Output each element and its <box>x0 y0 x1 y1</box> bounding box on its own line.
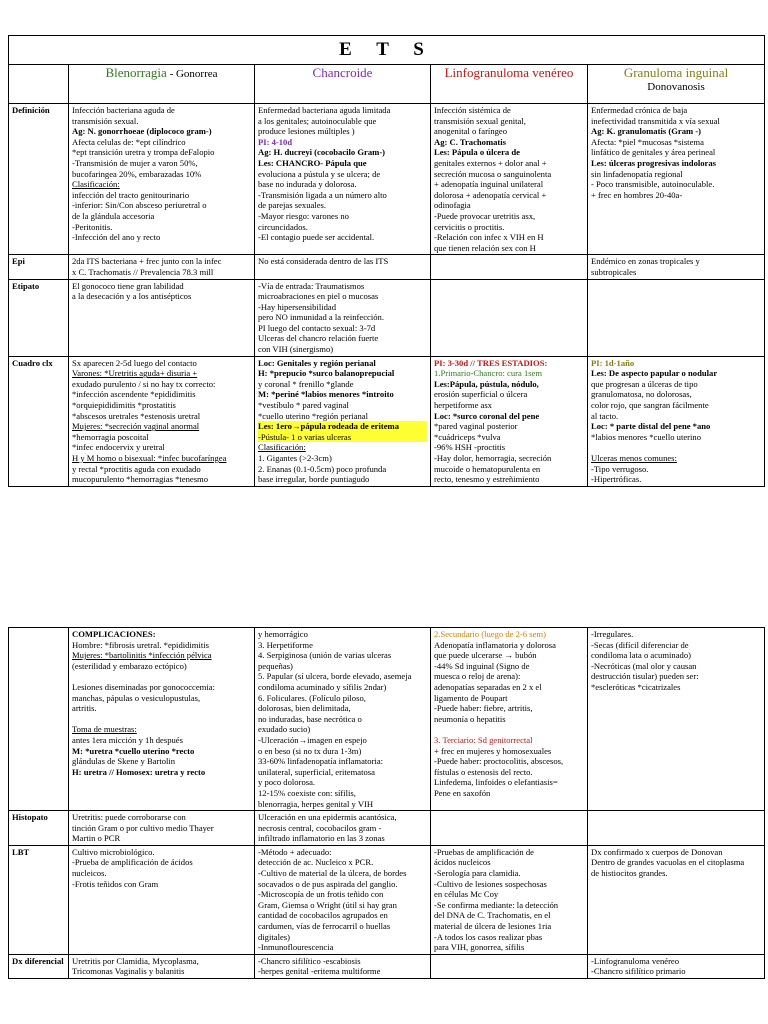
cell-line: -Puede provocar uretritis asx, <box>434 210 536 221</box>
cell-line: de histiocitos grandes. <box>591 868 668 879</box>
cell-line: Martin o PCR <box>72 833 121 844</box>
cell-line: *infec endocervix y uretral <box>72 442 165 453</box>
cell-line: Les: Pápula o úlcera de <box>434 147 520 158</box>
cell-line: -Hay hipersensibilidad <box>258 301 337 312</box>
cell-line: base no indurada y dolorosa. <box>258 179 357 190</box>
cell-line: -Hipertróficas. <box>591 474 642 485</box>
row-label: Definición <box>9 104 69 255</box>
cell-line: recto, tenesmo y estreñimiento <box>434 474 540 485</box>
cell-line: -Puede haber: proctocolitis, abscesos, <box>434 756 564 767</box>
cell-line: *vestíbulo * pared vaginal <box>258 400 349 411</box>
cell-line: para VIH, gonorrea, sífilis <box>434 942 525 953</box>
cell-line: Clasificación: <box>258 442 306 453</box>
cell-line: produce lesiones múltiples ) <box>258 126 355 137</box>
cell <box>431 954 588 978</box>
cell-line <box>72 671 251 682</box>
cell-line: detección de ac. Nucleico x PCR. <box>258 857 374 868</box>
row-label: Cuadro clx <box>9 356 69 486</box>
cell-line: dolorosa + adenopatía cervical + <box>434 189 547 200</box>
cell-line: no induradas, base necrótica o <box>258 713 362 724</box>
cell-line: PI: 1d-1año <box>591 357 635 368</box>
cell-line: condiloma acuminado y sífilis 2ndar) <box>258 681 387 692</box>
cell-line: mucopurulento *hemorragias *tenesmo <box>72 474 209 485</box>
cell <box>255 628 431 811</box>
cell-line: M: *uretra *cuello uterino *recto <box>72 745 195 756</box>
cell <box>255 279 431 356</box>
cell-line: COMPLICACIONES: <box>72 629 156 639</box>
cell-line: y coronal * frenillo *glande <box>258 378 354 389</box>
cell-line: Varones: *Uretritis aguda+ disuria + <box>72 368 198 379</box>
cell-line: 1. Gigantes (>2-3cm) <box>258 453 332 463</box>
cell-line: inefectividad transmitida x vía sexual <box>591 115 720 126</box>
cell-line: Cultivo microbiológico. <box>72 846 155 857</box>
cell-line: Clasificación: <box>72 179 120 190</box>
ets-table-part-1 <box>8 35 765 487</box>
cell-line: -Puede haber: fiebre, artritis, <box>434 703 533 714</box>
cell-line: -Transmisión de mujer a varon 50%, <box>72 157 198 168</box>
cell-line: -Relación con infec x VIH en H <box>434 232 544 243</box>
cell-line: microabraciones en piel o mucosas <box>258 291 379 302</box>
cell-line: 12-15% coexiste con: sífilis, <box>258 787 356 798</box>
cell-line: -inferior: Sin/Con absceso periuretral o <box>72 200 207 211</box>
cell <box>69 811 255 846</box>
ets-table-part-2 <box>8 627 765 979</box>
cell-line: cantidad de cocobacilos agrupados en <box>258 910 388 921</box>
cell-line: 2da ITS bacteriana + frec junto con la infec <box>72 256 222 267</box>
cell-line: H: *prepucio *surco balanoprepucial <box>258 368 395 379</box>
cell-line: al tacto. <box>591 410 619 421</box>
cell <box>69 356 255 486</box>
cell-line: fístulas o estenosis del recto. <box>434 766 533 777</box>
cell-line: -Inmunoflourescencia <box>258 942 334 953</box>
cell-line: -Pústula- 1 o varias ulceras <box>258 432 427 443</box>
cell-line: *cuádriceps *vulva <box>434 431 501 442</box>
cell <box>255 954 431 978</box>
header-chancroide: Chancroide <box>255 65 431 104</box>
cell-line: infección del tracto genitourinario <box>72 189 190 200</box>
row-cuadro-clx <box>9 356 765 486</box>
row-complicaciones <box>9 628 765 811</box>
cell-line: adenopatías separadas en 2 x el <box>434 681 542 692</box>
cell-line: -Cultivo de material de la úlcera, de bordes <box>258 868 407 879</box>
cell-line: Ulceras menos comunes: <box>591 453 677 463</box>
cell-line: exudado sucio) <box>258 724 311 735</box>
cell <box>255 356 431 486</box>
cell-line: transmisión sexual. <box>72 115 139 126</box>
cell-line: erosión superficial o úlcera <box>434 389 528 400</box>
cell-line: circuncidados. <box>258 221 308 232</box>
cell-line: No está considerada dentro de las ITS <box>258 256 389 267</box>
cell-line: 2.Secundario (luego de 2-6 sem) <box>434 629 546 639</box>
cell <box>69 255 255 279</box>
cell-line: Mujeres: *secreción vaginal anormal <box>72 421 200 432</box>
cell <box>431 845 588 954</box>
cell <box>588 356 765 486</box>
cell-line: PI: 4-10d <box>258 136 293 147</box>
cell-line: 5. Papular (sí ulcera, borde elevado, asemeja <box>258 671 412 682</box>
cell-line: en células Mc Coy <box>434 889 499 900</box>
cell-line: color rojo, que sangran fácilmente <box>591 400 709 411</box>
cell-line: -Chancro sifilítico -escabiosis <box>258 955 361 966</box>
cell <box>431 279 588 356</box>
row-label: Histopato <box>9 811 69 846</box>
row-label: LBT <box>9 845 69 954</box>
cell <box>431 104 588 255</box>
cell-line: Dx confirmado x cuerpos de Donovan <box>591 846 723 857</box>
cell <box>588 104 765 255</box>
cell-line: -Peritonitis. <box>72 221 113 232</box>
cell-line: y poco dolorosa. <box>258 777 316 788</box>
cell-line: 1.Primario-Chancro: cura 1sem <box>434 368 543 379</box>
cell-line: dolorosas, bien delimitada, <box>258 703 351 714</box>
cell-line: neumonía o hepatitis <box>434 713 506 724</box>
cell-line: que puede ulcerarse → bubón <box>434 650 537 661</box>
cell-line: *ept transición uretra y trompa deFalopio <box>72 147 215 158</box>
cell-line: evoluciona a pústula y se ulcera; de <box>258 168 381 179</box>
cell-line: *labios menores *cuello uterino <box>591 431 702 442</box>
cell <box>588 954 765 978</box>
cell-line: Ulceras del chancro relación fuerte <box>258 333 379 344</box>
cell-line: Toma de muestras: <box>72 724 137 735</box>
cell-line: -Irregulares. <box>591 629 634 639</box>
cell-line: con VIH (sinergismo) <box>258 344 334 355</box>
cell-line: 2. Enanas (0.1-0.5cm) poco profunda <box>258 463 387 474</box>
cell-line: glándulas de Skene y Bartolin <box>72 756 176 767</box>
cell-line: -Infección del ano y recto <box>72 232 161 243</box>
cell <box>69 628 255 811</box>
cell-line: H: uretra // Homosex: uretra y recto <box>72 766 206 777</box>
cell-line: -Transmisión ligada a un número alto <box>258 189 387 200</box>
cell-line: Les:Pápula, pústula, nódulo, <box>434 378 539 389</box>
cell-line: -Mayor riesgo: varones no <box>258 210 349 221</box>
cell-line: Les: De aspecto papular o nodular <box>591 368 718 379</box>
cell <box>255 845 431 954</box>
cell-line: y hemorrágico <box>258 629 308 639</box>
document-title: E T S <box>9 36 765 65</box>
cell-line: + adenopatía inguinal unilateral <box>434 179 544 190</box>
row-dx-diferencial <box>9 954 765 978</box>
cell-line: -Microscopía de un frotis teñido con <box>258 889 384 900</box>
cell-line: Enfermedad bacteriana aguda limitada <box>258 105 391 115</box>
cell-line: -Cultivo de lesiones sospechosas <box>434 878 547 889</box>
cell-line: PI: 3-30d // TRES ESTADIOS: <box>434 357 548 368</box>
cell-line: -Hay dolor, hemorragia, secreción <box>434 453 552 463</box>
cell-line: PI luego del contacto sexual: 3-7d <box>258 322 376 333</box>
cell-line: del DNA de C. Trachomatis, en el <box>434 910 551 921</box>
cell-line: ligamento de Poupart <box>434 692 508 703</box>
cell-line: que tienen relación sex con H <box>434 242 536 253</box>
cell-line: Infección bacteriana aguda de <box>72 105 175 115</box>
cell-line: Sx aparecen 2-5d luego del contacto <box>72 357 197 368</box>
cell-line: manchas, pápulas o vesiculopustulas, <box>72 692 201 703</box>
cell <box>255 255 431 279</box>
cell-line: -Secas (difícil diferenciar de <box>591 639 689 650</box>
cell-line: Hombre: *fibrosis uretral. *epididimitis <box>72 639 210 650</box>
row-epi <box>9 255 765 279</box>
cell-line: Les: úlceras progresivas indoloras <box>591 157 717 168</box>
cell <box>431 356 588 486</box>
row-label: Dx diferencial <box>9 954 69 978</box>
cell <box>431 811 588 846</box>
cell-line: *abscesos uretrales *estenosis uretral <box>72 410 201 421</box>
cell-line <box>434 724 584 735</box>
cell-line: -96% HSH -proctitis <box>434 442 506 453</box>
cell-line: 3. Terciario: Sd genitorrectal <box>434 734 533 745</box>
cell-line: Tricomonas Vaginalis y balanitis <box>72 966 185 977</box>
cell <box>69 104 255 255</box>
cell-line: Loc: *surco coronal del pene <box>434 410 540 421</box>
cell <box>431 255 588 279</box>
cell-line: bucofaringea 20%, embarazadas 10% <box>72 168 202 179</box>
cell-line: -Chancro sifilítico primario <box>591 966 686 977</box>
cell-line: Afecta celulas de: *ept cilíndrico <box>72 136 186 147</box>
cell-line: *orquiepididimitis *prostatitis <box>72 400 176 411</box>
cell-line: Afecta: *piel *mucosas *sistema <box>591 136 704 147</box>
cell-line: -Prueba de amplificación de ácidos <box>72 857 193 868</box>
cell-line: base irregular, borde puntiagudo <box>258 474 370 485</box>
cell-line: cervicitis o proctitis. <box>434 221 505 232</box>
cell-line: muesca o reloj de arena): <box>434 671 521 682</box>
cell-line: -El contagio puede ser accidental. <box>258 232 375 243</box>
cell-line: El gonococo tiene gran labilidad <box>72 280 184 291</box>
row-label: Etipato <box>9 279 69 356</box>
cell-line: *cuello uterino *región perianal <box>258 410 369 421</box>
header-empty-cell <box>9 65 69 104</box>
cell-line: que progresan a úlceras de tipo <box>591 378 698 389</box>
cell-line: Ulceración en una epidermis acantósica, <box>258 812 397 823</box>
cell-line: Dentro de grandes vacuolas en el citoplasma <box>591 857 745 868</box>
cell <box>69 845 255 954</box>
cell <box>431 628 588 811</box>
cell-line: 6. Foliculares. (Folículo piloso, <box>258 692 366 703</box>
cell-line <box>72 714 251 725</box>
cell-line: -Serología para clamidia. <box>434 868 521 879</box>
cell-line: de parejas sexuales. <box>258 200 327 211</box>
cell-line: socavados o de pus aspirada del ganglio. <box>258 878 398 889</box>
cell-line: digitales) <box>258 931 290 942</box>
cell <box>255 811 431 846</box>
cell <box>588 845 765 954</box>
cell-line: ácidos nucleicos <box>434 857 491 868</box>
cell-line: x C. Trachomatis // Prevalencia 78.3 mill <box>72 266 214 277</box>
cell-line: -herpes genital -eritema multiforme <box>258 966 381 977</box>
cell-line: Linfedema, linfoides o elefantiasis= <box>434 777 558 788</box>
cell-line: de la glándula accesoria <box>72 210 155 221</box>
cell <box>588 279 765 356</box>
cell-line: - Poco transmisible, autoinoculable. <box>591 179 715 190</box>
cell-line: -Linfogranuloma venéreo <box>591 955 680 966</box>
cell-line: Gram, Giemsa o Wright (útil si hay gran <box>258 899 397 910</box>
cell-line: 3. Herpetiforme <box>258 639 313 650</box>
cell-line: -A todos los casos realizar pbas <box>434 931 543 942</box>
cell <box>588 628 765 811</box>
cell-line: Loc: Genitales y región perianal <box>258 357 376 368</box>
cell-line: condiloma lata o acuminado) <box>591 650 691 661</box>
cell-line: exudado purulento / si no hay tx correcto: <box>72 378 216 389</box>
cell-line: -Necróticas (mal olor y causan <box>591 660 697 671</box>
cell <box>69 279 255 356</box>
cell-line: Les: CHANCRO- Pápula que <box>258 157 367 168</box>
cell-line: tinción Gram o por cultivo medio Thayer <box>72 822 214 833</box>
cell-line: destrucción tisular) pueden ser: <box>591 671 699 682</box>
cell-line: -Tipo verrugoso. <box>591 463 649 474</box>
cell-line: o en beso (si no tx dura 1-3m) <box>258 745 362 756</box>
cell-line: -44% Sd inguinal (Signo de <box>434 660 530 671</box>
cell-line <box>591 442 761 453</box>
header-granuloma: Granuloma inguinal Donovanosis <box>588 65 765 104</box>
cell-line: -Pruebas de amplificación de <box>434 846 534 857</box>
cell-line: *hemorragia poscoital <box>72 431 149 442</box>
cell-line: Adenopatía inflamatoria y dolorosa <box>434 639 556 650</box>
cell-line: Lesiones diseminadas por gonococcemia: <box>72 681 215 692</box>
row-lbt <box>9 845 765 954</box>
cell-line: Loc: * parte distal del pene *ano <box>591 421 711 432</box>
cell-line: *escleróticas *cicatrizales <box>591 681 681 692</box>
cell <box>588 255 765 279</box>
cell-line: Endémico en zonas tropicales y <box>591 256 700 267</box>
cell-line: H y M homo o bisexual: *infec bucofaríngea <box>72 453 227 463</box>
cell-line: Uretritis: puede corroborarse con <box>72 812 186 823</box>
cell-line: a los genitales; autoinoculable que <box>258 115 377 126</box>
cell-line: artritis. <box>72 703 97 714</box>
cell-line: a la desecación y a los antisépticos <box>72 291 192 302</box>
header-blenorragia: Blenorragia - Gonorrea <box>69 65 255 104</box>
cell-line: odinofagia <box>434 200 471 211</box>
cell-line: M: *periné *labios menores *introito <box>258 389 394 400</box>
cell-line: -Ulceración→imagen en espejo <box>258 734 367 745</box>
cell-line: + frec en hombres 20-40a- <box>591 189 683 200</box>
cell-line: transmisión sexual genital, <box>434 115 526 126</box>
cell-line: -Frotis teñidos con Gram <box>72 878 159 889</box>
cell-line: Ag: C. Trachomatis <box>434 136 507 147</box>
cell-line: antes 1era micción y 1h después <box>72 734 183 745</box>
cell-line: -Vía de entrada: Traumatismos <box>258 280 365 291</box>
cell-line: + frec en mujeres y homosexuales <box>434 745 552 756</box>
row-label <box>9 628 69 811</box>
cell-line: y rectal *proctitis aguda con exudado <box>72 463 201 474</box>
cell <box>255 104 431 255</box>
cell-line: granulomatosa, no dolorosas, <box>591 389 692 400</box>
cell-line: blenorragia, herpes genital y VIH <box>258 798 374 809</box>
cell-line: nucleicos. <box>72 868 107 879</box>
row-definicion <box>9 104 765 255</box>
cell-line: Infección sistémica de <box>434 105 511 115</box>
cell-line: *pared vaginal posterior <box>434 421 518 432</box>
row-etipato <box>9 279 765 356</box>
cell-line: unilateral, superficial, eritematosa <box>258 766 375 777</box>
cell-line: Enfermedad crónica de baja <box>591 105 688 115</box>
cell-line: secreción mucosa o sanguinolenta <box>434 168 552 179</box>
cell-line: material de úlcera de lesiones 1ria <box>434 921 552 932</box>
cell-line: Uretritis por Clamidia, Mycoplasma, <box>72 955 199 966</box>
cell-line: anogenital o faríngeo <box>434 126 508 137</box>
cell-line: Pene en saxofón <box>434 787 491 798</box>
cell-line: infiltrado inflamatorio en las 3 zonas <box>258 833 385 844</box>
cell-line: necrosis central, cocobacilos gram - <box>258 822 382 833</box>
cell-line: 33-60% linfadenopatía inflamatoria: <box>258 756 384 767</box>
cell <box>69 954 255 978</box>
cell-line: (esterilidad y embarazo ectópico) <box>72 660 187 671</box>
cell <box>588 811 765 846</box>
cell-line: genitales externos + dolor anal + <box>434 157 547 168</box>
row-label: Epi <box>9 255 69 279</box>
cell-line: herpetiforme asx <box>434 400 492 411</box>
cell-line: *infección ascendente *epididimitis <box>72 389 196 400</box>
cell-line: -Método + adecuado: <box>258 846 332 857</box>
row-histopato <box>9 811 765 846</box>
cell-line: Ag: N. gonorrhoeae (diplococo gram-) <box>72 126 212 137</box>
cell-line: sin linfadenopatía regional <box>591 168 683 179</box>
cell-line: -Se confirma mediante: la detección <box>434 899 559 910</box>
cell-line: pero NO inmunidad a la reinfección. <box>258 312 384 323</box>
cell-line: linfático de genitales y área perineal <box>591 147 716 158</box>
cell-line: Ag: K. granulomatis (Gram -) <box>591 126 702 137</box>
cell-line: Ag: H. ducreyi (cocobacilo Gram-) <box>258 147 386 158</box>
cell-line: 4. Serpiginosa (unión de varias ulceras <box>258 650 392 661</box>
cell-line: mucoide o hematopurulenta en <box>434 463 541 474</box>
cell-line: Les: 1ero→pápula rodeada de eritema <box>258 421 427 432</box>
cell-line: subtropicales <box>591 266 637 277</box>
cell-line: Mujeres: *bartolinitis *infección pélvica <box>72 650 212 661</box>
header-linfogranuloma: Linfogranuloma venéreo <box>431 65 588 104</box>
cell-line: cardumen, vías de ferrocarril o huellas <box>258 921 391 932</box>
cell-line: pequeñas) <box>258 660 293 671</box>
